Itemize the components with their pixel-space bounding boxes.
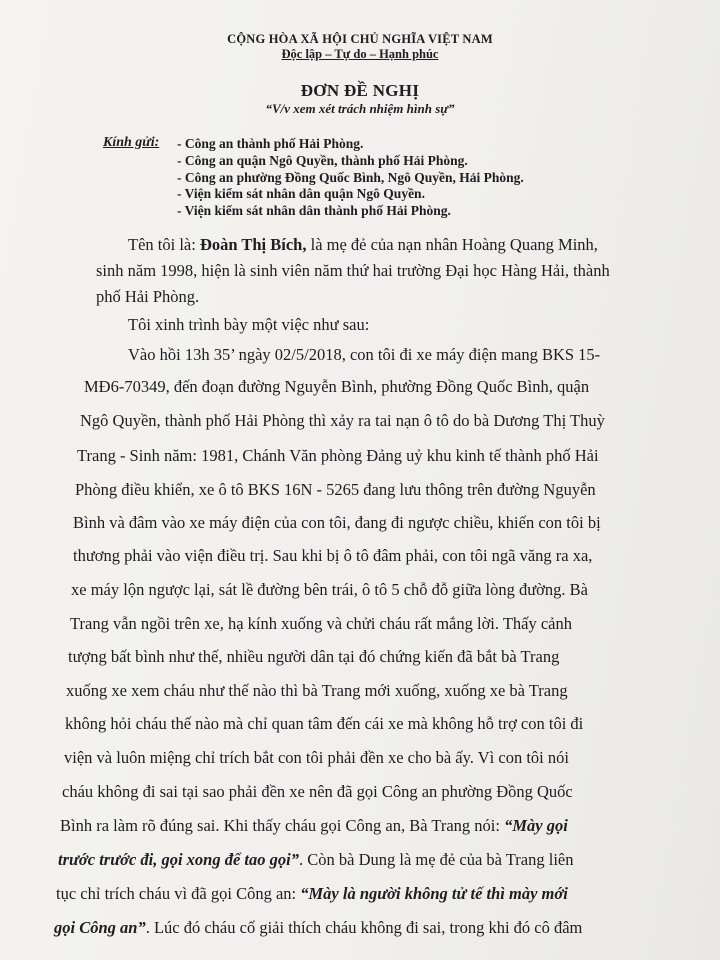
intro-line: phố Hải Phòng. bbox=[96, 287, 200, 306]
body-line: xe máy lộn ngược lại, sát lề đường bên trái, ô tô 5 chỗ đỗ giữa lòng đường. Bà bbox=[71, 580, 588, 599]
body-line: Trang - Sinh năm: 1981, Chánh Văn phòng Đảng uỷ khu kinh tế thành phố Hải bbox=[77, 446, 599, 465]
recipient-item: - Công an phường Đồng Quốc Bình, Ngô Quyền, Hải Phòng. bbox=[177, 170, 524, 185]
quote-text: gọi Công an” bbox=[54, 918, 146, 937]
body-line: viện và luôn miệng chỉ trích bắt con tôi phải đền xe cho bà ấy. Vì con tôi nói bbox=[64, 748, 569, 767]
quote-text: “Mày gọi bbox=[504, 816, 568, 835]
body-line: Phòng điều khiển, xe ô tô BKS 16N - 5265 đang lưu thông trên đường Nguyễn bbox=[75, 480, 596, 499]
quote-text: trước trước đi, gọi xong để tao gọi” bbox=[58, 850, 299, 869]
country-header: CỘNG HÒA XÃ HỘI CHỦ NGHĨA VIỆT NAM bbox=[227, 32, 493, 46]
body-line bbox=[56, 884, 568, 904]
presentation-line: Tôi xinh trình bày một việc như sau: bbox=[128, 315, 370, 334]
motto-text: Độc lập – Tự do – Hạnh phúc bbox=[281, 47, 439, 61]
body-line bbox=[54, 918, 582, 938]
body-text: tục chỉ trích cháu vì đã gọi Công an: bbox=[56, 884, 301, 903]
recipient-item: - Viện kiểm sát nhân dân thành phố Hải Phòng. bbox=[177, 203, 451, 218]
body-line: tượng bất bình như thế, nhiều người dân tại đó chứng kiến đã bắt bà Trang bbox=[68, 647, 560, 666]
intro-text: Tên tôi là: bbox=[128, 235, 200, 254]
body-line: Bình và đâm vào xe máy điện của con tôi, đang đi ngược chiều, khiến con tôi bị bbox=[73, 513, 601, 532]
addressee-label: Kính gửi: bbox=[103, 135, 160, 150]
intro-line bbox=[128, 235, 598, 255]
intro-text: là mẹ đẻ của nạn nhân Hoàng Quang Minh, bbox=[306, 235, 598, 254]
body-line: không hỏi cháu thế nào mà chỉ quan tâm đến cái xe mà không hỗ trợ con tôi đi bbox=[65, 714, 584, 733]
intro-line: sinh năm 1998, hiện là sinh viên năm thứ hai trường Đại học Hàng Hải, thành bbox=[96, 261, 610, 280]
body-line: Vào hồi 13h 35’ ngày 02/5/2018, con tôi đi xe máy điện mang BKS 15- bbox=[128, 345, 601, 364]
body-line: thương phải vào viện điều trị. Sau khi bị ô tô đâm phải, con tôi ngã văng ra xa, bbox=[73, 546, 593, 565]
body-line: xuống xe xem cháu như thế nào thì bà Trang mới xuống, xuống xe bà Trang bbox=[66, 681, 568, 700]
recipient-item: - Công an quận Ngô Quyền, thành phố Hải Phòng. bbox=[177, 153, 468, 168]
body-text: Bình ra làm rõ đúng sai. Khi thấy cháu gọi Công an, Bà Trang nói: bbox=[60, 816, 505, 835]
body-line bbox=[60, 816, 568, 836]
quote-text: “Mày là người không tử tế thì mày mới bbox=[300, 884, 568, 903]
recipient-item: - Công an thành phố Hải Phòng. bbox=[177, 136, 364, 151]
body-line bbox=[58, 850, 573, 870]
national-motto bbox=[0, 47, 720, 62]
recipient-item: - Viện kiểm sát nhân dân quận Ngô Quyền. bbox=[177, 186, 425, 201]
body-line: Trang vẫn ngồi trên xe, hạ kính xuống và chửi cháu rất mắng lời. Thấy cảnh bbox=[70, 614, 573, 633]
body-line: cháu không đi sai tại sao phải đền xe nên đã gọi Công an phường Đồng Quốc bbox=[62, 782, 573, 801]
document-title: ĐƠN ĐỀ NGHỊ bbox=[300, 81, 420, 100]
body-line: MĐ6-70349, đến đoạn đường Nguyễn Bình, phường Đồng Quốc Bình, quận bbox=[84, 377, 590, 396]
document-subtitle: “V/v xem xét trách nhiệm hình sự” bbox=[265, 101, 455, 116]
body-text: . Còn bà Dung là mẹ đẻ của bà Trang liên bbox=[298, 850, 574, 869]
body-line: Ngô Quyền, thành phố Hải Phòng thì xảy ra tai nạn ô tô do bà Dương Thị Thuỳ bbox=[80, 411, 605, 430]
applicant-name: Đoàn Thị Bích, bbox=[199, 235, 307, 254]
body-text: . Lúc đó cháu cố giải thích cháu không đi sai, trong khi đó cô đâm bbox=[145, 918, 583, 937]
